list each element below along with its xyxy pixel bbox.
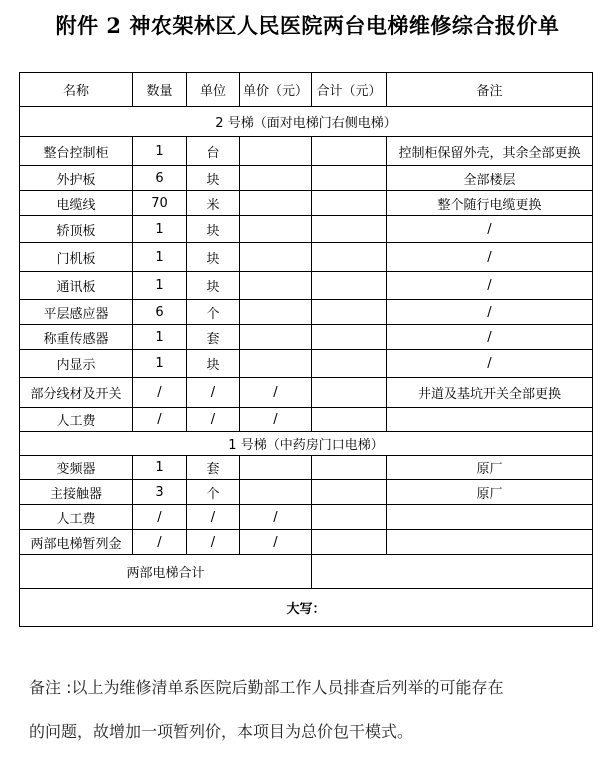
capital-amount-label: 大写： <box>20 589 593 627</box>
row-unit: / <box>187 378 240 408</box>
row-price: / <box>240 505 312 530</box>
footnote-line-2: 的问题，故增加一项暂列价，本项目为总价包干模式。 <box>29 722 414 741</box>
grand-total-value <box>312 555 593 589</box>
row-note: / <box>387 325 593 350</box>
row-qty: 3 <box>133 480 187 505</box>
row-name: 两部电梯暂列金 <box>20 530 133 555</box>
row-name: 人工费 <box>20 408 133 432</box>
header-note: 备注 <box>387 73 593 107</box>
row-qty: 1 <box>133 272 187 300</box>
quote-table-body <box>20 73 593 627</box>
row-name: 部分线材及开关 <box>20 378 133 408</box>
row-total <box>312 137 387 166</box>
row-name: 轿顶板 <box>20 216 133 243</box>
header-name: 名称 <box>20 73 133 107</box>
row-name: 门机板 <box>20 243 133 272</box>
row-total <box>312 480 387 505</box>
row-name: 通讯板 <box>20 272 133 300</box>
row-note: 原厂 <box>387 456 593 480</box>
row-price <box>240 216 312 243</box>
header-unit: 单位 <box>187 73 240 107</box>
capital-row <box>20 589 593 627</box>
table-row <box>20 272 593 300</box>
table-row <box>20 166 593 191</box>
table-row <box>20 325 593 350</box>
grand-total-row <box>20 555 593 589</box>
row-price <box>240 456 312 480</box>
table-row <box>20 408 593 432</box>
row-unit: 套 <box>187 456 240 480</box>
row-price <box>240 137 312 166</box>
row-total <box>312 300 387 325</box>
row-qty: / <box>133 530 187 555</box>
table-row <box>20 137 593 166</box>
row-total <box>312 216 387 243</box>
quote-table <box>19 72 593 627</box>
row-price <box>240 191 312 216</box>
row-total <box>312 530 387 555</box>
table-row <box>20 350 593 378</box>
row-name: 称重传感器 <box>20 325 133 350</box>
row-price: / <box>240 408 312 432</box>
section-2-header-row <box>20 107 593 137</box>
row-qty: 1 <box>133 350 187 378</box>
row-unit: 块 <box>187 243 240 272</box>
row-unit: 块 <box>187 216 240 243</box>
row-note: 全部楼层 <box>387 166 593 191</box>
row-unit: / <box>187 505 240 530</box>
row-note: / <box>387 350 593 378</box>
row-name: 电缆线 <box>20 191 133 216</box>
row-name: 整台控制柜 <box>20 137 133 166</box>
row-total <box>312 456 387 480</box>
row-unit: 台 <box>187 137 240 166</box>
row-unit: 套 <box>187 325 240 350</box>
row-unit: 个 <box>187 480 240 505</box>
row-note: 原厂 <box>387 480 593 505</box>
row-price <box>240 243 312 272</box>
table-row <box>20 505 593 530</box>
row-unit: / <box>187 530 240 555</box>
row-qty: 6 <box>133 300 187 325</box>
row-qty: 70 <box>133 191 187 216</box>
row-price <box>240 272 312 300</box>
row-qty: 1 <box>133 456 187 480</box>
row-total <box>312 505 387 530</box>
row-name: 内显示 <box>20 350 133 378</box>
row-qty: / <box>133 378 187 408</box>
row-total <box>312 325 387 350</box>
row-price: / <box>240 378 312 408</box>
row-price <box>240 350 312 378</box>
table-row <box>20 530 593 555</box>
row-qty: 1 <box>133 243 187 272</box>
row-unit: / <box>187 408 240 432</box>
section-1-title: 1 号梯（中药房门口电梯） <box>20 432 593 456</box>
row-total <box>312 378 387 408</box>
row-total <box>312 408 387 432</box>
row-note: / <box>387 300 593 325</box>
row-unit: 块 <box>187 166 240 191</box>
row-unit: 块 <box>187 350 240 378</box>
row-total <box>312 243 387 272</box>
row-name: 外护板 <box>20 166 133 191</box>
row-qty: / <box>133 505 187 530</box>
row-qty: / <box>133 408 187 432</box>
row-total <box>312 166 387 191</box>
row-unit: 个 <box>187 300 240 325</box>
row-unit: 块 <box>187 272 240 300</box>
row-total <box>312 191 387 216</box>
row-note: / <box>387 216 593 243</box>
header-price: 单价（元） <box>240 73 312 107</box>
table-row <box>20 300 593 325</box>
row-price <box>240 325 312 350</box>
header-qty: 数量 <box>133 73 187 107</box>
section-2-title: 2 号梯（面对电梯门右侧电梯） <box>20 107 593 137</box>
document-title: 附件 2 神农架林区人民医院两台电梯维修综合报价单 <box>55 13 560 38</box>
row-total <box>312 350 387 378</box>
table-row <box>20 378 593 408</box>
row-name: 人工费 <box>20 505 133 530</box>
table-row <box>20 480 593 505</box>
row-note <box>387 408 593 432</box>
row-qty: 1 <box>133 216 187 243</box>
footnote-line-1: 备注 :以上为维修清单系医院后勤部工作人员排查后列举的可能存在 <box>29 678 504 697</box>
row-total <box>312 272 387 300</box>
row-qty: 1 <box>133 137 187 166</box>
row-qty: 1 <box>133 325 187 350</box>
table-row <box>20 456 593 480</box>
header-row <box>20 73 593 107</box>
row-qty: 6 <box>133 166 187 191</box>
table-row <box>20 191 593 216</box>
section-1-header-row <box>20 432 593 456</box>
row-price <box>240 300 312 325</box>
row-note: 控制柜保留外壳，其余全部更换 <box>387 137 593 166</box>
row-price: / <box>240 530 312 555</box>
row-note: 整个随行电缆更换 <box>387 191 593 216</box>
row-note <box>387 505 593 530</box>
row-name: 变频器 <box>20 456 133 480</box>
row-unit: 米 <box>187 191 240 216</box>
row-note: / <box>387 243 593 272</box>
row-note: 井道及基坑开关全部更换 <box>387 378 593 408</box>
table-row <box>20 216 593 243</box>
footnote <box>29 666 589 754</box>
table-row <box>20 243 593 272</box>
row-note: / <box>387 272 593 300</box>
row-name: 主接触器 <box>20 480 133 505</box>
row-note <box>387 530 593 555</box>
grand-total-label: 两部电梯合计 <box>20 555 312 589</box>
row-name: 平层感应器 <box>20 300 133 325</box>
row-price <box>240 166 312 191</box>
header-total: 合计（元） <box>312 73 387 107</box>
row-price <box>240 480 312 505</box>
